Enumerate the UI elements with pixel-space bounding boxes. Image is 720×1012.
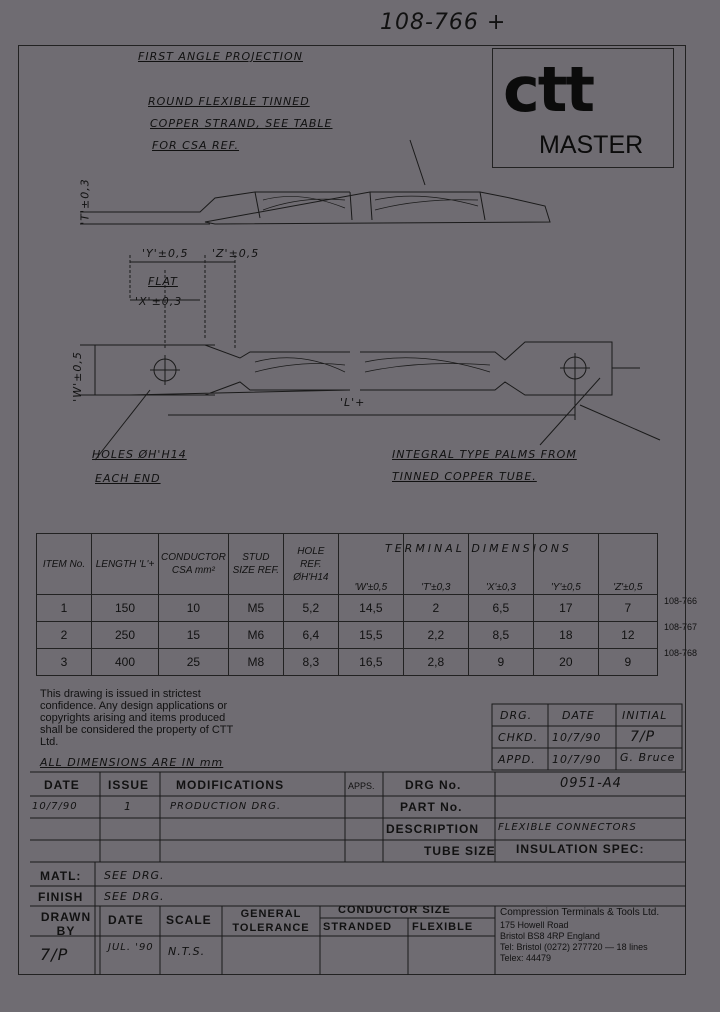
approval-chkd-initial: 7/P [630, 729, 656, 745]
tb-address1: 175 Howell Road [500, 920, 569, 930]
row1-length: 150 [92, 595, 159, 622]
holes-note-line2: EACH END [95, 472, 161, 485]
approval-initial-header: INITIAL [622, 709, 668, 722]
row3-y: 20 [533, 649, 598, 676]
row3-hole: 8,3 [283, 649, 338, 676]
row3-stud: M8 [228, 649, 283, 676]
tb-row-mod: PRODUCTION DRG. [170, 801, 282, 812]
approval-drg: DRG. [500, 709, 533, 722]
header-length: LENGTH 'L'+ [92, 534, 159, 595]
tb-apps-label: APPS. [348, 781, 375, 791]
tb-drg-no: 0951-A4 [560, 776, 622, 791]
row1-ref: 108-766 [664, 596, 698, 606]
dim-z-top: 'Z'±0,5 [212, 247, 260, 260]
row1-y: 17 [533, 595, 598, 622]
tb-tube-size-label: TUBE SIZE [424, 844, 496, 858]
tb-date-label: DATE [44, 778, 80, 792]
row2-x: 8,5 [468, 622, 533, 649]
row1-z: 7 [598, 595, 657, 622]
row2-length: 250 [92, 622, 159, 649]
header-z: 'Z'±0,5 [598, 534, 657, 595]
strand-note-line3: FOR CSA REF. [152, 139, 240, 152]
row2-item: 2 [37, 622, 92, 649]
tb-scale-label: SCALE [166, 913, 212, 927]
tb-description: FLEXIBLE CONNECTORS [498, 822, 637, 833]
dim-t: 'T'±0,3 [78, 178, 92, 225]
approval-chkd: CHKD. [498, 731, 539, 744]
header-item: ITEM No. [37, 534, 92, 595]
tb-drawn-by-label: DRAWN BY [40, 910, 92, 938]
row3-csa: 25 [159, 649, 229, 676]
row2-csa: 15 [159, 622, 229, 649]
tb-part-no-label: PART No. [400, 800, 463, 814]
tb-drg-no-label: DRG No. [405, 778, 462, 792]
row3-x: 9 [468, 649, 533, 676]
tb-description-label: DESCRIPTION [386, 822, 480, 836]
row2-t: 2,2 [403, 622, 468, 649]
tb-modifications-label: MODIFICATIONS [176, 778, 285, 792]
approval-date-header: DATE [562, 709, 595, 722]
row1-t: 2 [403, 595, 468, 622]
row3-ref: 108-768 [664, 648, 698, 658]
approval-appd-date: 10/7/90 [552, 753, 602, 766]
row1-csa: 10 [159, 595, 229, 622]
all-dimensions-note: ALL DIMENSIONS ARE IN mm [40, 756, 224, 769]
header-stud: STUD SIZE REF. [228, 534, 283, 595]
dim-y: 'Y'±0,5 [142, 247, 189, 260]
tb-stranded-label: STRANDED [323, 921, 393, 933]
header-hole: HOLE REF. ØH'H14 [283, 534, 338, 595]
strand-note-line1: ROUND FLEXIBLE TINNED [148, 95, 310, 108]
palms-note-line1: INTEGRAL TYPE PALMS FROM [392, 448, 577, 461]
tb-general-tolerance-label: GENERAL TOLERANCE [232, 908, 310, 934]
row1-hole: 5,2 [283, 595, 338, 622]
logo-master-text: MASTER [539, 131, 644, 159]
row2-y: 18 [533, 622, 598, 649]
row3-length: 400 [92, 649, 159, 676]
row1-x: 6,5 [468, 595, 533, 622]
tb-row-issue: 1 [124, 800, 132, 813]
approval-appd: APPD. [498, 753, 536, 766]
strand-note-line2: COPPER STRAND, SEE TABLE [150, 117, 333, 130]
terminal-dimensions-title: TERMINAL DIMENSIONS [385, 542, 572, 555]
dim-l: 'L'+ [340, 396, 366, 409]
tb-drawn-date: JUL. '90 [108, 942, 154, 953]
tb-issue-label: ISSUE [108, 778, 150, 792]
tb-phone: Tel: Bristol (0272) 277720 — 18 lines [500, 942, 648, 952]
tb-conductor-size-label: CONDUCTOR SIZE [338, 904, 451, 916]
row3-t: 2,8 [403, 649, 468, 676]
projection-note: FIRST ANGLE PROJECTION [138, 50, 303, 63]
tb-drawn-by: 7/P [40, 945, 69, 964]
tb-date-col-label: DATE [108, 913, 144, 927]
dim-x: 'X'±0,3 [135, 295, 183, 308]
holes-note-line1: HOLES ØH'H14 [92, 448, 187, 461]
tb-telex: Telex: 44479 [500, 953, 552, 963]
ctt-logo: ctt [503, 53, 594, 126]
tb-matl-label: MATL: [40, 869, 82, 883]
row1-item: 1 [37, 595, 92, 622]
confidentiality-note: This drawing is issued in strictest confidence. Any design applications or copyrights arising and items produced shall be considered the property of CTT Ltd. [40, 688, 234, 748]
approval-appd-initial: G. Bruce [620, 751, 676, 764]
header-w: 'W'±0,5 [338, 534, 403, 595]
tb-flexible-label: FLEXIBLE [412, 921, 474, 933]
row2-w: 15,5 [338, 622, 403, 649]
header-t: 'T'±0,3 [403, 534, 468, 595]
tb-scale: N.T.S. [168, 945, 206, 958]
palms-note-line2: TINNED COPPER TUBE. [392, 470, 537, 483]
dim-w: 'W'±0,5 [70, 351, 84, 402]
header-x: 'X'±0,3 [468, 534, 533, 595]
tb-matl: SEE DRG. [104, 869, 165, 882]
tb-address2: Bristol BS8 4RP England [500, 931, 600, 941]
tb-company-name: Compression Terminals & Tools Ltd. [500, 907, 660, 918]
flat-label: FLAT [148, 275, 178, 288]
tb-finish: SEE DRG. [104, 890, 165, 903]
drawing-handwritten-number: 108-766 + [380, 10, 507, 35]
tb-row-date: 10/7/90 [32, 801, 78, 812]
row2-stud: M6 [228, 622, 283, 649]
header-csa: CONDUCTOR CSA mm² [159, 534, 229, 595]
row2-ref: 108-767 [664, 622, 698, 632]
row3-item: 3 [37, 649, 92, 676]
row3-z: 9 [598, 649, 657, 676]
row2-z: 12 [598, 622, 657, 649]
header-y: 'Y'±0,5 [533, 534, 598, 595]
row1-w: 14,5 [338, 595, 403, 622]
tb-finish-label: FINISH [38, 890, 84, 904]
tb-insulation-label: INSULATION SPEC: [516, 842, 645, 856]
row2-hole: 6,4 [283, 622, 338, 649]
approval-chkd-date: 10/7/90 [552, 731, 602, 744]
row1-stud: M5 [228, 595, 283, 622]
row3-w: 16,5 [338, 649, 403, 676]
